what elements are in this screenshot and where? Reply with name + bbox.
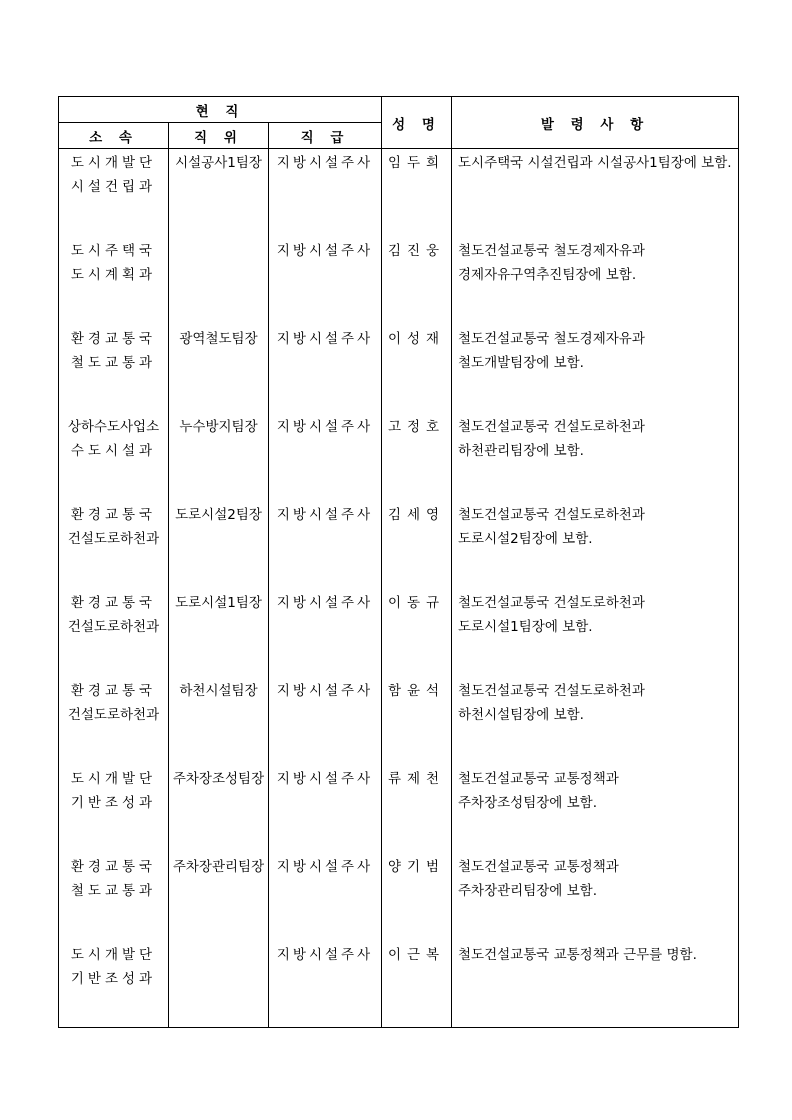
name-cell: 이근복 <box>382 943 452 1028</box>
grade-cell: 지방시설주사 <box>269 855 382 943</box>
position-cell <box>169 943 269 1028</box>
position-cell: 누수방지팀장 <box>169 415 269 503</box>
header-current-position: 현 직 <box>59 97 382 123</box>
order-cell: 철도건설교통국 건설도로하천과 하천시설팀장에 보함. <box>452 679 739 767</box>
grade-cell: 지방시설주사 <box>269 239 382 327</box>
name-cell: 류제천 <box>382 767 452 855</box>
name-cell: 함윤석 <box>382 679 452 767</box>
grade-cell: 지방시설주사 <box>269 591 382 679</box>
order-cell: 철도건설교통국 건설도로하천과 하천관리팀장에 보함. <box>452 415 739 503</box>
dept-cell: 환경교통국 건설도로하천과 <box>59 679 169 767</box>
grade-cell: 지방시설주사 <box>269 415 382 503</box>
position-cell: 도로시설2팀장 <box>169 503 269 591</box>
table-row <box>59 855 739 943</box>
order-cell: 도시주택국 시설건립과 시설공사1팀장에 보함. <box>452 149 739 240</box>
name-cell: 고정호 <box>382 415 452 503</box>
header-dept: 소 속 <box>59 123 169 149</box>
dept-cell: 도시개발단 기반조성과 <box>59 767 169 855</box>
dept-cell: 환경교통국 건설도로하천과 <box>59 503 169 591</box>
grade-cell: 지방시설주사 <box>269 503 382 591</box>
order-cell: 철도건설교통국 교통정책과 근무를 명함. <box>452 943 739 1028</box>
table-row <box>59 239 739 327</box>
name-cell: 이성재 <box>382 327 452 415</box>
grade-cell: 지방시설주사 <box>269 943 382 1028</box>
position-cell: 하천시설팀장 <box>169 679 269 767</box>
dept-cell: 환경교통국 건설도로하천과 <box>59 591 169 679</box>
table-row <box>59 327 739 415</box>
grade-cell: 지방시설주사 <box>269 327 382 415</box>
grade-cell: 지방시설주사 <box>269 679 382 767</box>
header-order: 발 령 사 항 <box>452 97 739 149</box>
table-row <box>59 591 739 679</box>
position-cell: 주차장관리팀장 <box>169 855 269 943</box>
dept-cell: 도시개발단 기반조성과 <box>59 943 169 1028</box>
name-cell: 김진웅 <box>382 239 452 327</box>
dept-cell: 도시주택국 도시계획과 <box>59 239 169 327</box>
header-position: 직 위 <box>169 123 269 149</box>
dept-cell: 환경교통국 철도교통과 <box>59 327 169 415</box>
grade-cell: 지방시설주사 <box>269 149 382 240</box>
table-row <box>59 943 739 1028</box>
order-cell: 철도건설교통국 철도경제자유과 철도개발팀장에 보함. <box>452 327 739 415</box>
order-cell: 철도건설교통국 교통정책과 주차장관리팀장에 보함. <box>452 855 739 943</box>
position-cell: 도로시설1팀장 <box>169 591 269 679</box>
grade-cell: 지방시설주사 <box>269 767 382 855</box>
dept-cell: 상하수도사업소 수도시설과 <box>59 415 169 503</box>
name-cell: 양기범 <box>382 855 452 943</box>
order-cell: 철도건설교통국 철도경제자유과 경제자유구역추진팀장에 보함. <box>452 239 739 327</box>
table-row <box>59 415 739 503</box>
name-cell: 임두희 <box>382 149 452 240</box>
dept-cell: 도시개발단 시설건립과 <box>59 149 169 240</box>
order-cell: 철도건설교통국 건설도로하천과 도로시설2팀장에 보함. <box>452 503 739 591</box>
table-row <box>59 679 739 767</box>
table-row <box>59 503 739 591</box>
position-cell <box>169 239 269 327</box>
personnel-table <box>58 96 739 1028</box>
name-cell: 김세영 <box>382 503 452 591</box>
header-grade: 직 급 <box>269 123 382 149</box>
table-row <box>59 767 739 855</box>
header-name: 성 명 <box>382 97 452 149</box>
position-cell: 시설공사1팀장 <box>169 149 269 240</box>
order-cell: 철도건설교통국 건설도로하천과 도로시설1팀장에 보함. <box>452 591 739 679</box>
position-cell: 광역철도팀장 <box>169 327 269 415</box>
table-row <box>59 149 739 240</box>
position-cell: 주차장조성팀장 <box>169 767 269 855</box>
dept-cell: 환경교통국 철도교통과 <box>59 855 169 943</box>
order-cell: 철도건설교통국 교통정책과 주차장조성팀장에 보함. <box>452 767 739 855</box>
name-cell: 이동규 <box>382 591 452 679</box>
